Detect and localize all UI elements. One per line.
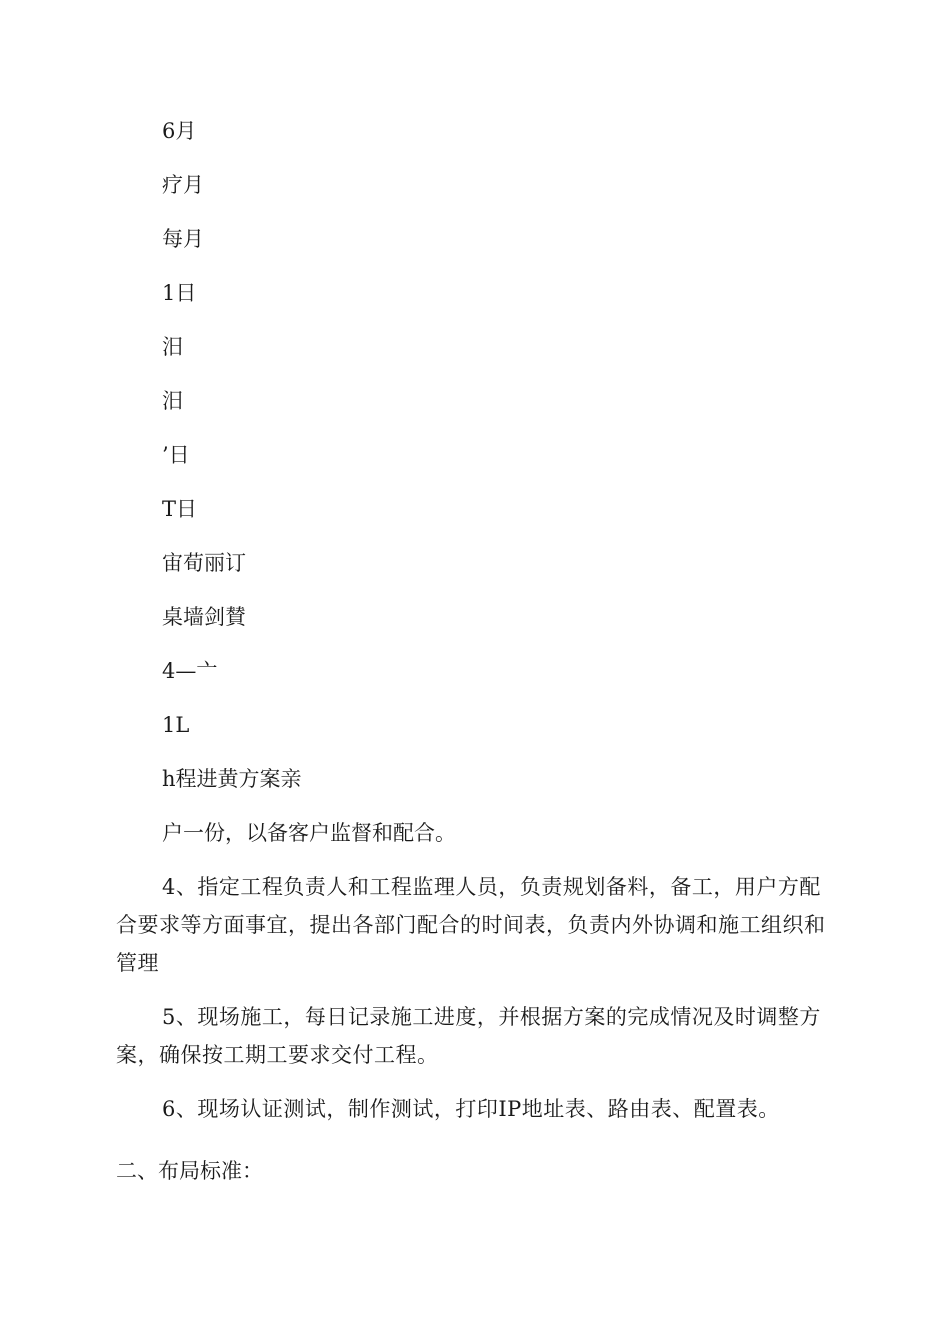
fragment-line: 每月 bbox=[162, 227, 204, 251]
fragment-line: 1日 bbox=[162, 281, 197, 305]
fragment-line: 宙荀丽订 bbox=[162, 551, 246, 575]
continuation-line: 户一份，以备客户监督和配合。 bbox=[162, 821, 456, 845]
list-item: 6、现场认证测试，制作测试，打印IP地址表、路由表、配置表。 bbox=[162, 1097, 780, 1121]
fragment-line: 汨 bbox=[162, 335, 183, 359]
fragment-line: ’日 bbox=[162, 443, 190, 467]
section-heading: 二、布局标准： bbox=[116, 1159, 263, 1183]
fragment-line: 4—亠 bbox=[162, 659, 218, 683]
list-item: 5、现场施工，每日记录施工进度，并根据方案的完成情况及时调整方案，确保按工期工要求交付工程。 bbox=[116, 1005, 821, 1067]
fragment-line: h程进黄方案亲 bbox=[162, 767, 302, 791]
fragment-line: 桌墙剑賛 bbox=[162, 605, 246, 629]
fragment-line: 汨 bbox=[162, 389, 183, 413]
fragment-line: 1L bbox=[162, 713, 190, 737]
fragment-line: T日 bbox=[162, 497, 198, 521]
fragment-line: 6月 bbox=[162, 119, 197, 143]
list-item: 4、指定工程负责人和工程监理人员，负责规划备料，备工，用户方配合要求等方面事宜，提出各部门配合的时间表，负责内外协调和施工组织和管理 bbox=[116, 875, 826, 975]
fragment-line: 疗月 bbox=[162, 173, 204, 197]
